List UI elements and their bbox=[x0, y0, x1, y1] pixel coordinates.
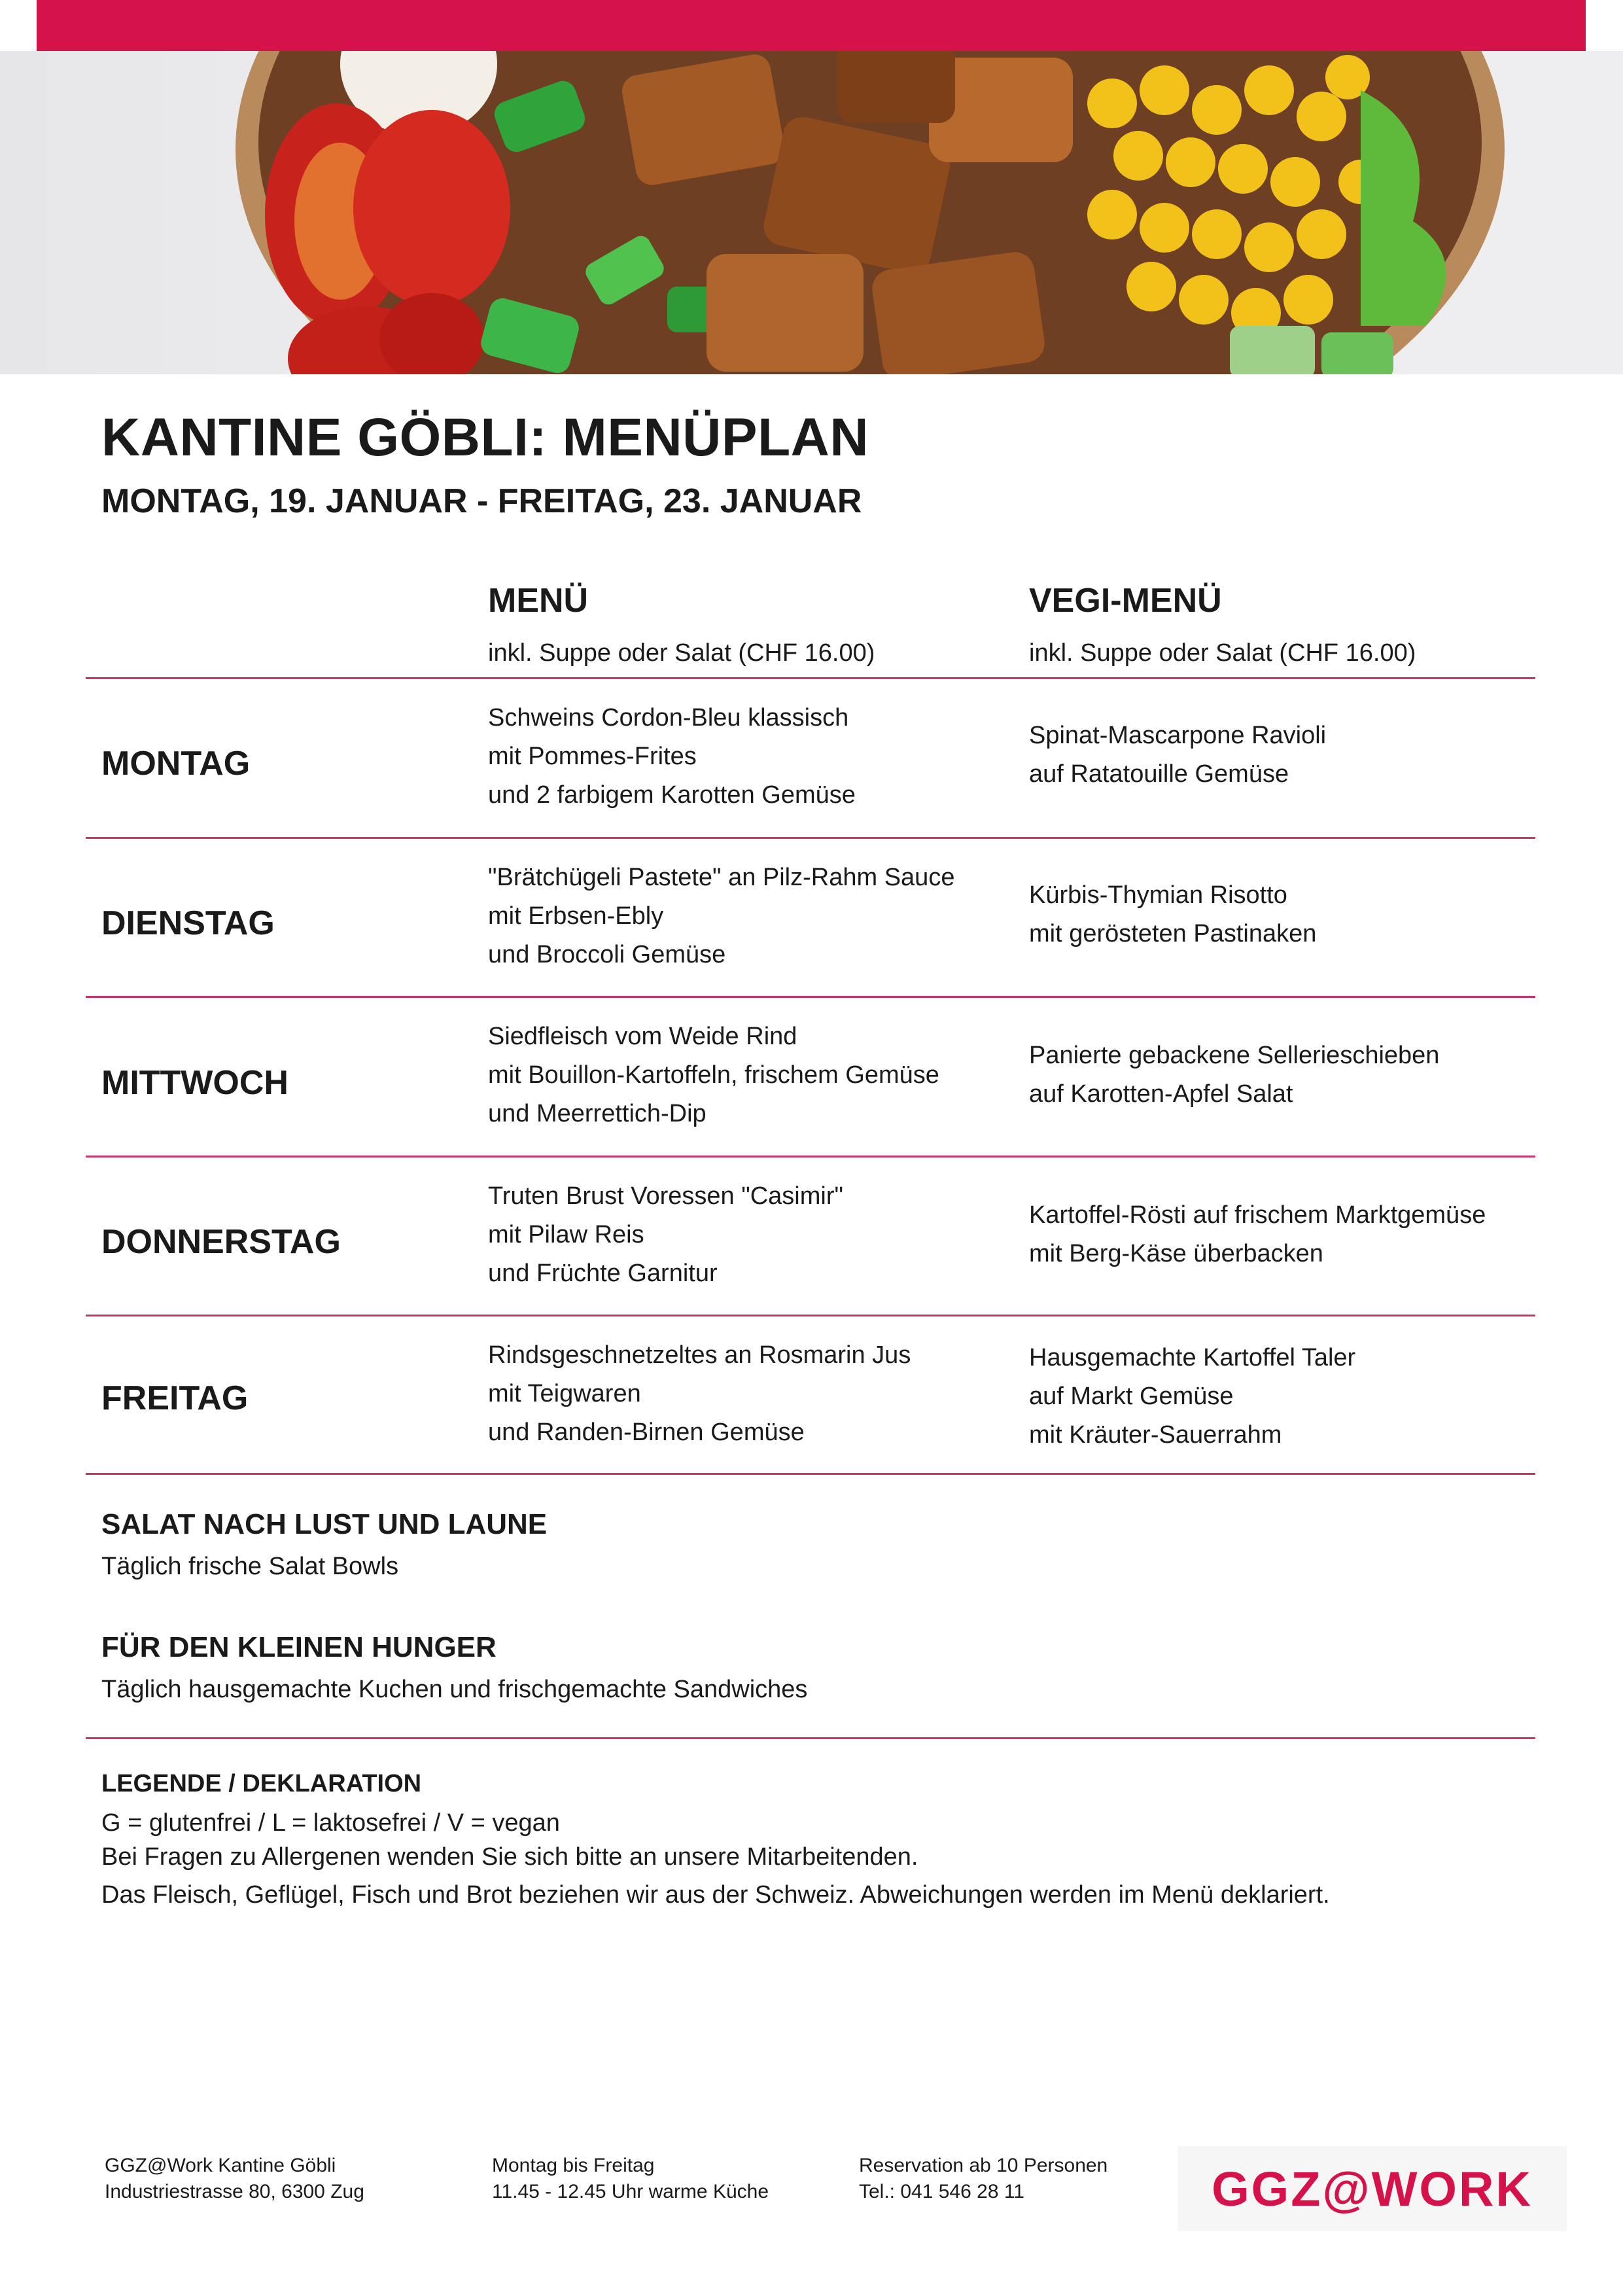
dish-line: Hausgemachte Kartoffel Taler bbox=[1029, 1344, 1356, 1371]
legend-line: G = glutenfrei / L = laktosefrei / V = vegan bbox=[101, 1809, 560, 1837]
day-label-freitag: FREITAG bbox=[101, 1379, 249, 1417]
dish-line: mit gerösteten Pastinaken bbox=[1029, 920, 1317, 947]
dish-line: und Broccoli Gemüse bbox=[488, 941, 726, 968]
dish-line: mit Pommes-Frites bbox=[488, 743, 697, 770]
top-accent-bar bbox=[37, 0, 1586, 51]
footer-hours bbox=[492, 2153, 769, 2205]
table-divider bbox=[86, 1315, 1535, 1316]
dish-line: Kartoffel-Rösti auf frischem Marktgemüse bbox=[1029, 1201, 1486, 1229]
dish-line: "Brätchügeli Pastete" an Pilz-Rahm Sauce bbox=[488, 864, 955, 891]
dish-line: und 2 farbigem Karotten Gemüse bbox=[488, 781, 856, 809]
table-divider bbox=[86, 996, 1535, 998]
table-divider bbox=[86, 837, 1535, 839]
vegi-column-title: VEGI-MENÜ bbox=[1029, 582, 1222, 620]
footer-line: GGZ@Work Kantine Göbli bbox=[105, 2155, 336, 2176]
vegi-dish-mittwoch bbox=[1029, 1036, 1439, 1114]
footer-line: Reservation ab 10 Personen bbox=[859, 2155, 1108, 2176]
section-text-salat: Täglich frische Salat Bowls bbox=[101, 1553, 399, 1580]
dish-line: Spinat-Mascarpone Ravioli bbox=[1029, 722, 1327, 749]
menu-dish-freitag bbox=[488, 1336, 911, 1452]
vegi-dish-montag bbox=[1029, 716, 1326, 794]
dish-line: und Randen-Birnen Gemüse bbox=[488, 1419, 805, 1446]
dish-line: auf Karotten-Apfel Salat bbox=[1029, 1080, 1293, 1108]
dish-line: mit Pilaw Reis bbox=[488, 1221, 644, 1248]
menu-column-title: MENÜ bbox=[488, 582, 589, 620]
day-label-dienstag: DIENSTAG bbox=[101, 904, 275, 942]
footer-reservation bbox=[859, 2153, 1108, 2205]
dish-line: Schweins Cordon-Bleu klassisch bbox=[488, 704, 849, 732]
legend-line: Bei Fragen zu Allergenen wenden Sie sich bitte an unsere Mitarbeitenden. bbox=[101, 1843, 918, 1871]
vegi-dish-donnerstag bbox=[1029, 1196, 1486, 1273]
table-divider bbox=[86, 677, 1535, 679]
footer-line: Industriestrasse 80, 6300 Zug bbox=[105, 2181, 364, 2202]
table-divider bbox=[86, 1473, 1535, 1475]
menu-dish-montag bbox=[488, 699, 856, 815]
page-title: KANTINE GÖBLI: MENÜPLAN bbox=[101, 408, 869, 467]
dish-line: auf Markt Gemüse bbox=[1029, 1383, 1234, 1410]
dish-line: Kürbis-Thymian Risotto bbox=[1029, 881, 1287, 909]
dish-line: mit Kräuter-Sauerrahm bbox=[1029, 1421, 1282, 1449]
menu-dish-donnerstag bbox=[488, 1177, 843, 1293]
legend-title: LEGENDE / DEKLARATION bbox=[101, 1770, 422, 1797]
section-title-salat: SALAT NACH LUST UND LAUNE bbox=[101, 1508, 548, 1540]
date-range: MONTAG, 19. JANUAR - FREITAG, 23. JANUAR bbox=[101, 482, 862, 520]
dish-line: Siedfleisch vom Weide Rind bbox=[488, 1023, 797, 1050]
section-text-hunger: Täglich hausgemachte Kuchen und frischgemachte Sandwiches bbox=[101, 1676, 808, 1703]
menu-dish-dienstag bbox=[488, 858, 954, 974]
section-divider bbox=[86, 1737, 1535, 1739]
section-title-hunger: FÜR DEN KLEINEN HUNGER bbox=[101, 1631, 497, 1663]
dish-line: und Früchte Garnitur bbox=[488, 1260, 718, 1287]
day-label-mittwoch: MITTWOCH bbox=[101, 1064, 288, 1102]
day-label-montag: MONTAG bbox=[101, 745, 251, 783]
dish-line: Panierte gebackene Sellerieschieben bbox=[1029, 1042, 1440, 1069]
vegi-dish-freitag bbox=[1029, 1339, 1355, 1455]
dish-line: Truten Brust Voressen "Casimir" bbox=[488, 1182, 843, 1210]
ggz-work-logo bbox=[1178, 2146, 1567, 2231]
vegi-column-price: inkl. Suppe oder Salat (CHF 16.00) bbox=[1029, 639, 1416, 667]
dish-line: mit Berg-Käse überbacken bbox=[1029, 1240, 1323, 1267]
day-label-donnerstag: DONNERSTAG bbox=[101, 1223, 341, 1261]
dish-line: mit Teigwaren bbox=[488, 1380, 641, 1407]
menu-column-price: inkl. Suppe oder Salat (CHF 16.00) bbox=[488, 639, 875, 667]
dish-line: mit Erbsen-Ebly bbox=[488, 902, 664, 930]
logo-text: GGZ@WORK bbox=[1212, 2161, 1533, 2216]
hero-food-image bbox=[0, 51, 1623, 374]
footer-line: Tel.: 041 546 28 11 bbox=[859, 2181, 1024, 2202]
menu-dish-mittwoch bbox=[488, 1017, 939, 1133]
dish-line: mit Bouillon-Kartoffeln, frischem Gemüse bbox=[488, 1061, 939, 1089]
footer-address bbox=[105, 2153, 364, 2205]
dish-line: und Meerrettich-Dip bbox=[488, 1100, 707, 1127]
legend-line: Das Fleisch, Geflügel, Fisch und Brot beziehen wir aus der Schweiz. Abweichungen werden im Menü deklariert. bbox=[101, 1881, 1330, 1909]
footer-line: Montag bis Freitag bbox=[492, 2155, 655, 2176]
table-divider bbox=[86, 1156, 1535, 1157]
footer-line: 11.45 - 12.45 Uhr warme Küche bbox=[492, 2181, 769, 2202]
vegi-dish-dienstag bbox=[1029, 876, 1316, 953]
dish-line: auf Ratatouille Gemüse bbox=[1029, 760, 1289, 788]
dish-line: Rindsgeschnetzeltes an Rosmarin Jus bbox=[488, 1341, 911, 1369]
